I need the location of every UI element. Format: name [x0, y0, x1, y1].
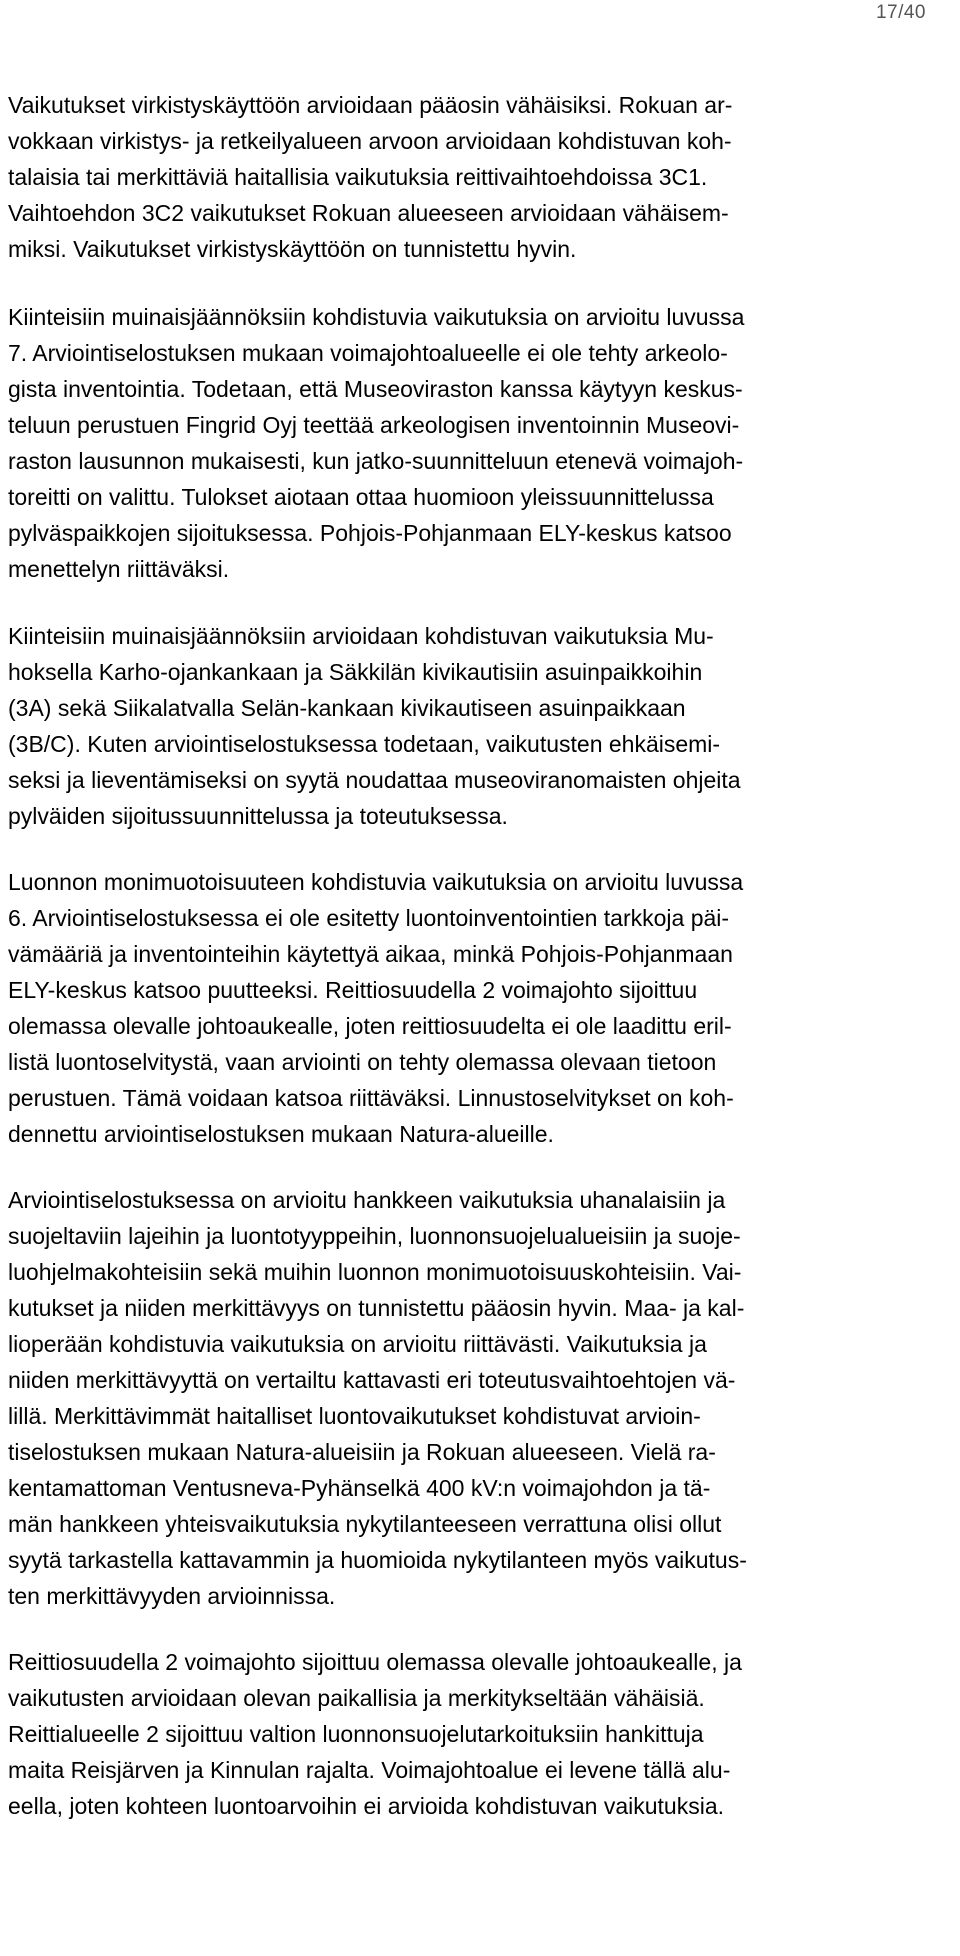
text-line: raston lausunnon mukaisesti, kun jatko-suunnitteluun etenevä voimajoh-: [8, 448, 744, 474]
text-line: lillä. Merkittävimmät haitalliset luontovaikutukset kohdistuvat arvioin-: [8, 1403, 701, 1429]
text-line: Vaihtoehdon 3C2 vaikutukset Rokuan alueeseen arvioidaan vähäisem-: [8, 200, 729, 226]
text-line: Vaikutukset virkistyskäyttöön arvioidaan pääosin vähäisiksi. Rokuan ar-: [8, 92, 733, 118]
text-line: hoksella Karho-ojankankaan ja Säkkilän kivikautisiin asuinpaikkoihin: [8, 659, 703, 685]
text-line: män hankkeen yhteisvaikutuksia nykytilanteeseen verrattuna olisi ollut: [8, 1511, 722, 1537]
paragraph-route-section-2: [8, 1644, 952, 1824]
text-line: vämääriä ja inventointeihin käytettyä aikaa, minkä Pohjois-Pohjanmaan: [8, 941, 733, 967]
text-line: tiselostuksen mukaan Natura-alueisiin ja Rokuan alueeseen. Vielä ra-: [8, 1439, 716, 1465]
text-line: listä luontoselvitystä, vaan arviointi on tehty olemassa olevaan tietoon: [8, 1049, 717, 1075]
text-line: (3B/C). Kuten arviointiselostuksessa todetaan, vaikutusten ehkäisemi-: [8, 731, 721, 757]
text-line: ten merkittävyyden arvioinnissa.: [8, 1583, 336, 1609]
text-line: syytä tarkastella kattavammin ja huomioida nykytilanteen myös vaikutus-: [8, 1547, 747, 1573]
text-line: Kiinteisiin muinaisjäännöksiin kohdistuvia vaikutuksia on arvioitu luvussa: [8, 304, 745, 330]
text-line: Reittialueelle 2 sijoittuu valtion luonnonsuojelutarkoituksiin hankittuja: [8, 1721, 704, 1747]
text-line: luohjelmakohteisiin sekä muihin luonnon monimuotoisuuskohteisiin. Vai-: [8, 1259, 742, 1285]
paragraph-archaeology-assessment: [8, 299, 952, 587]
document-body: [8, 87, 952, 1824]
text-line: kentamattoman Ventusneva-Pyhänselkä 400 kV:n voimajohdon ja tä-: [8, 1475, 711, 1501]
text-line: niiden merkittävyyttä on vertailtu kattavasti eri toteutusvaihtoehtojen vä-: [8, 1367, 736, 1393]
page-number: 17/40: [875, 2, 926, 23]
text-line: kutukset ja niiden merkittävyys on tunnistettu pääosin hyvin. Maa- ja kal-: [8, 1295, 745, 1321]
text-line: olemassa olevalle johtoaukealle, joten reittiosuudelta ei ole laadittu eril-: [8, 1013, 732, 1039]
text-line: Kiinteisiin muinaisjäännöksiin arvioidaan kohdistuvan vaikutuksia Mu-: [8, 623, 714, 649]
paragraph-archaeology-sites: [8, 618, 952, 834]
text-line: vokkaan virkistys- ja retkeilyalueen arvoon arvioidaan kohdistuvan koh-: [8, 128, 732, 154]
text-line: pylväiden sijoitussuunnittelussa ja toteutuksessa.: [8, 803, 508, 829]
paragraph-recreational-impacts: [8, 87, 952, 267]
text-line: suojeltaviin lajeihin ja luontotyyppeihin, luonnonsuojelualueisiin ja suoje-: [8, 1223, 741, 1249]
text-line: Arviointiselostuksessa on arvioitu hankkeen vaikutuksia uhanalaisiin ja: [8, 1187, 726, 1213]
text-line: teluun perustuen Fingrid Oyj teettää arkeologisen inventoinnin Museovi-: [8, 412, 740, 438]
text-line: maita Reisjärven ja Kinnulan rajalta. Voimajohtoalue ei levene tällä alu-: [8, 1757, 731, 1783]
text-line: dennettu arviointiselostuksen mukaan Natura-alueille.: [8, 1121, 554, 1147]
text-line: seksi ja lieventämiseksi on syytä noudattaa museoviranomaisten ohjeita: [8, 767, 741, 793]
text-line: Reittiosuudella 2 voimajohto sijoittuu olemassa olevalle johtoaukealle, ja: [8, 1649, 742, 1675]
text-line: perustuen. Tämä voidaan katsoa riittäväksi. Linnustoselvitykset on koh-: [8, 1085, 734, 1111]
text-line: eella, joten kohteen luontoarvoihin ei arvioida kohdistuvan vaikutuksia.: [8, 1793, 725, 1819]
text-line: Luonnon monimuotoisuuteen kohdistuvia vaikutuksia on arvioitu luvussa: [8, 869, 744, 895]
text-line: ELY-keskus katsoo puutteeksi. Reittiosuudella 2 voimajohto sijoittuu: [8, 977, 698, 1003]
text-line: toreitti on valittu. Tulokset aiotaan ottaa huomioon yleissuunnittelussa: [8, 484, 714, 510]
text-line: gista inventointia. Todetaan, että Museoviraston kanssa käytyyn keskus-: [8, 376, 743, 402]
text-line: pylväspaikkojen sijoituksessa. Pohjois-Pohjanmaan ELY-keskus katsoo: [8, 520, 732, 546]
text-line: lioperään kohdistuvia vaikutuksia on arvioitu riittävästi. Vaikutuksia ja: [8, 1331, 707, 1357]
text-line: miksi. Vaikutukset virkistyskäyttöön on tunnistettu hyvin.: [8, 236, 577, 262]
text-line: vaikutusten arvioidaan olevan paikallisia ja merkitykseltään vähäisiä.: [8, 1685, 705, 1711]
text-line: 7. Arviointiselostuksen mukaan voimajohtoalueelle ei ole tehty arkeolo-: [8, 340, 728, 366]
text-line: talaisia tai merkittäviä haitallisia vaikutuksia reittivaihtoehdoissa 3C1.: [8, 164, 708, 190]
paragraph-species-and-habitats: [8, 1182, 952, 1614]
text-line: menettelyn riittäväksi.: [8, 556, 230, 582]
text-line: (3A) sekä Siikalatvalla Selän-kankaan kivikautiseen asuinpaikkaan: [8, 695, 686, 721]
text-line: 6. Arviointiselostuksessa ei ole esitetty luontoinventointien tarkkoja päi-: [8, 905, 730, 931]
paragraph-biodiversity: [8, 864, 952, 1152]
